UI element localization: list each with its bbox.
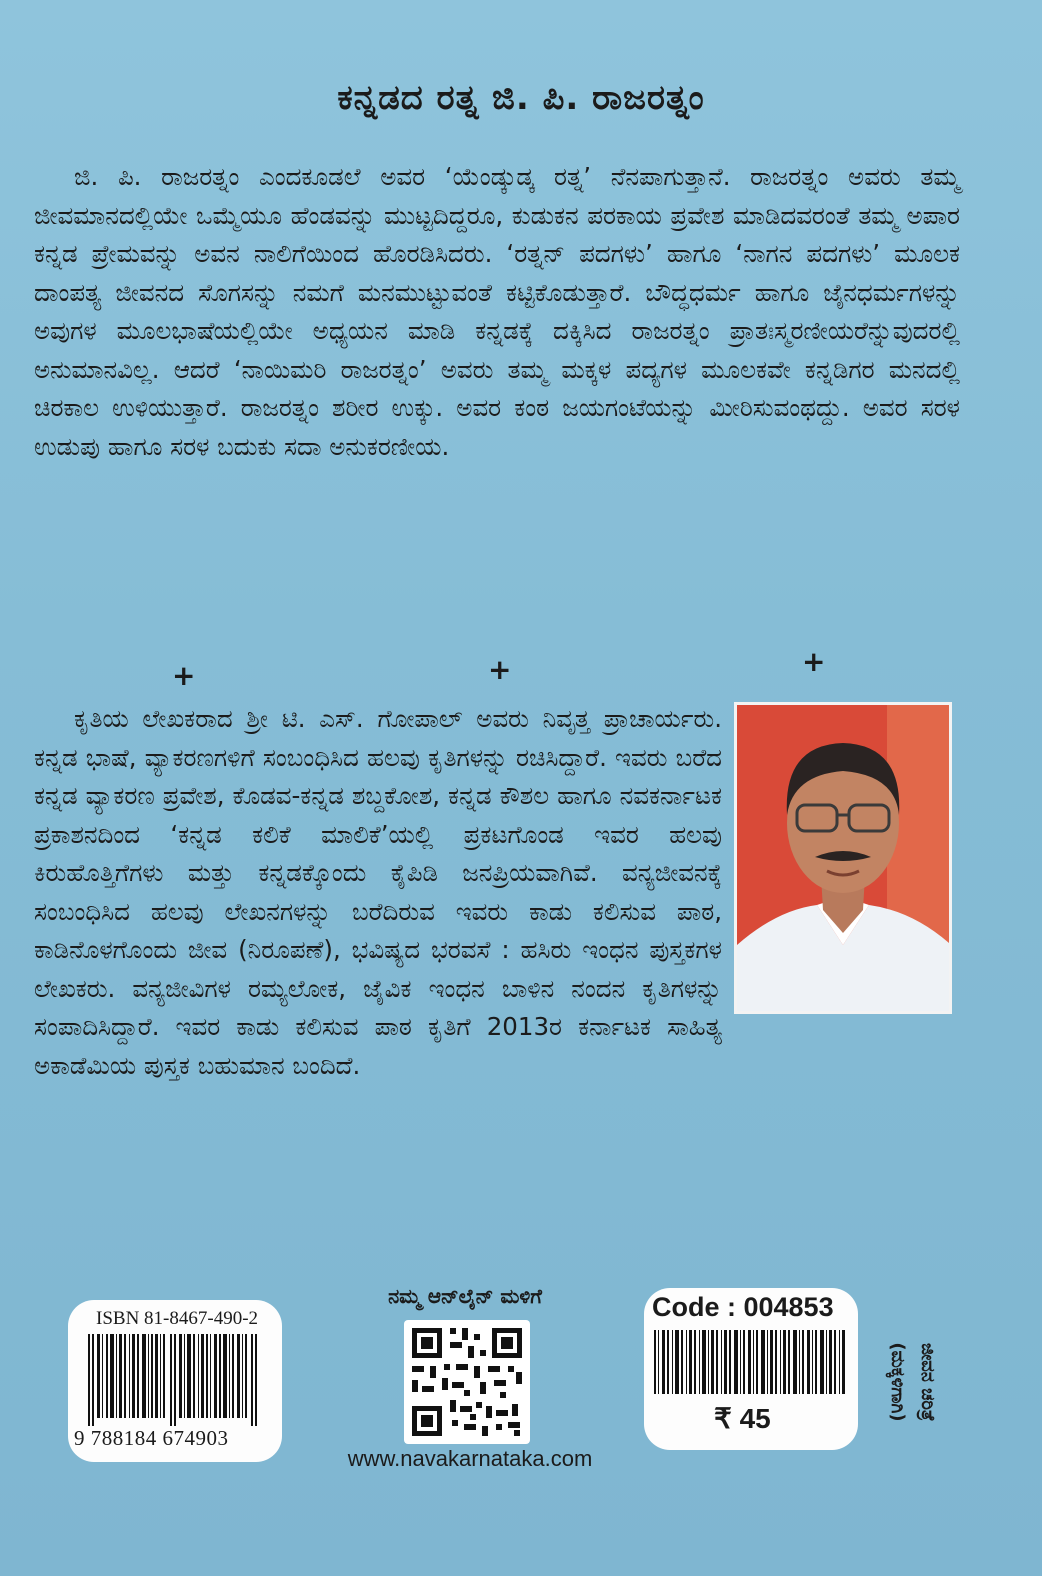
separator-mark: + bbox=[172, 659, 196, 692]
separator-mark: + bbox=[802, 645, 826, 678]
code-price-card bbox=[644, 1288, 858, 1450]
book-title: ಕನ್ನಡದ ರತ್ನ ಜಿ. ಪಿ. ರಾಜರತ್ನಂ bbox=[337, 78, 705, 118]
isbn-label: ISBN 81-8467-490-2 bbox=[96, 1308, 259, 1329]
author-photo bbox=[734, 702, 952, 1014]
category-line2: (ಮಕ್ಕಳಿಗಾಗಿ) bbox=[887, 1342, 908, 1422]
about-author-paragraph: ಕೃತಿಯ ಲೇಖಕರಾದ ಶ್ರೀ ಟಿ. ಎಸ್. ಗೋಪಾಲ್ ಅವರು ನಿವೃತ್ತ ಪ್ರಾಚಾರ್ಯರು. ಕನ್ನಡ ಭಾಷೆ, ವ್ಯಾಕರಣಗಳಿಗೆ ಸಂಬಂಧಿಸಿದ ಹಲವು ಕೃತಿಗಳನ್ನು ರಚಿಸಿದ್ದಾರೆ. ಇವರು ಬರೆದ ಕನ್ನಡ ವ್ಯಾಕರಣ ಪ್ರವೇಶ, ಕೊಡವ-ಕನ್ನಡ ಶಬ್ದಕೋಶ, ಕನ್ನಡ ಕೌಶಲ ಹಾಗೂ ನವಕರ್ನಾಟಕ ಪ್ರಕಾಶನದಿಂದ ‘ಕನ್ನಡ ಕಲಿಕೆ ಮಾಲಿಕೆ’ಯಲ್ಲಿ ಪ್ರಕಟಗೊಂಡ ಇವರ ಹಲವು ಕಿರುಹೊತ್ತಿಗೆಗಳು ಮತ್ತು ಕನ್ನಡಕ್ಕೊಂದು ಕೈಪಿಡಿ ಜನಪ್ರಿಯವಾಗಿವೆ. ವನ್ಯಜೀವನಕ್ಕೆ ಸಂಬಂಧಿಸಿದ ಹಲವು ಲೇಖನಗಳನ್ನು ಬರೆದಿರುವ ಇವರು ಕಾಡು ಕಲಿಸುವ ಪಾಠ, ಕಾಡಿನೊಳಗೊಂದು ಜೀವ (ನಿರೂಪಣೆ), ಭವಿಷ್ಯದ ಭರವಸೆ : ಹಸಿರು ಇಂಧನ ಪುಸ್ತಕಗಳ ಲೇಖಕರು. ವನ್ಯಜೀವಿಗಳ ರಮ್ಯಲೋಕ, ಜೈವಿಕ ಇಂಧನ ಬಾಳಿನ ನಂದನ ಕೃತಿಗಳನ್ನು ಸಂಪಾದಿಸಿದ್ದಾರೆ. ಇವರ ಕಾಡು ಕಲಿಸುವ ಪಾಠ ಕೃತಿಗೆ 2013ರ ಕರ್ನಾಟಕ ಸಾಹಿತ್ಯ ಅಕಾಡೆಮಿಯ ಪುಸ್ತಕ ಬಹುಮಾನ ಬಂದಿದೆ. bbox=[34, 704, 722, 1080]
isbn-number: 9 788184 674903 bbox=[74, 1426, 229, 1450]
price-label: ₹ 45 bbox=[714, 1403, 771, 1434]
isbn-barcode-card bbox=[68, 1300, 282, 1462]
barcode-icon bbox=[654, 1330, 848, 1394]
about-subject-paragraph: ಜಿ. ಪಿ. ರಾಜರತ್ನಂ ಎಂದಕೂಡಲೆ ಅವರ ‘ಯೆಂಡ್ಕುಡ್ಕ ರತ್ನ’ ನೆನಪಾಗುತ್ತಾನೆ. ರಾಜರತ್ನಂ ಅವರು ತಮ್ಮ ಜೀವಮಾನದಲ್ಲಿಯೇ ಒಮ್ಮೆಯೂ ಹೆಂಡವನ್ನು ಮುಟ್ಟದಿದ್ದರೂ, ಕುಡುಕನ ಪರಕಾಯ ಪ್ರವೇಶ ಮಾಡಿದವರಂತೆ ತಮ್ಮ ಅಪಾರ ಕನ್ನಡ ಪ್ರೇಮವನ್ನು ಅವನ ನಾಲಿಗೆಯಿಂದ ಹೊರಡಿಸಿದರು. ‘ರತ್ನನ್ ಪದಗಳು’ ಹಾಗೂ ‘ನಾಗನ ಪದಗಳು’ ಮೂಲಕ ದಾಂಪತ್ಯ ಜೀವನದ ಸೊಗಸನ್ನು ನಮಗೆ ಮನಮುಟ್ಟುವಂತೆ ಕಟ್ಟಿಕೊಡುತ್ತಾರೆ. ಬೌದ್ಧಧರ್ಮ ಹಾಗೂ ಜೈನಧರ್ಮಗಳನ್ನು ಅವುಗಳ ಮೂಲಭಾಷೆಯಲ್ಲಿಯೇ ಅಧ್ಯಯನ ಮಾಡಿ ಕನ್ನಡಕ್ಕೆ ದಕ್ಕಿಸಿದ ರಾಜರತ್ನಂ ಪ್ರಾತಃಸ್ಮರಣೀಯರೆನ್ನುವುದರಲ್ಲಿ ಅನುಮಾನವಿಲ್ಲ. ಆದರೆ ‘ನಾಯಿಮರಿ ರಾಜರತ್ನಂ’ ಅವರು ತಮ್ಮ ಮಕ್ಕಳ ಪದ್ಯಗಳ ಮೂಲಕವೇ ಕನ್ನಡಿಗರ ಮನದಲ್ಲಿ ಚಿರಕಾಲ ಉಳಿಯುತ್ತಾರೆ. ರಾಜರತ್ನಂ ಶರೀರ ಉಕ್ಕು. ಅವರ ಕಂಠ ಜಯಗಂಟೆಯನ್ನು ಮೀರಿಸುವಂಥದ್ದು. ಅವರ ಸರಳ ಉಡುಪು ಹಾಗೂ ಸರಳ ಬದುಕು ಸದಾ ಅನುಕರಣೀಯ. bbox=[34, 162, 960, 461]
online-store-label: ನಮ್ಮ ಆನ್‌ಲೈನ್ ಮಳಿಗೆ bbox=[388, 1284, 542, 1308]
separator-mark: + bbox=[488, 653, 512, 686]
category-label bbox=[862, 1312, 942, 1452]
qr-code-icon[interactable] bbox=[404, 1320, 530, 1444]
category-line1: ಜೀವನ ಚರಿತ್ರೆ bbox=[917, 1343, 938, 1421]
website-link[interactable]: www.navakarnataka.com bbox=[347, 1446, 593, 1471]
barcode-icon bbox=[88, 1334, 264, 1426]
product-code: Code : 004853 bbox=[652, 1292, 834, 1322]
